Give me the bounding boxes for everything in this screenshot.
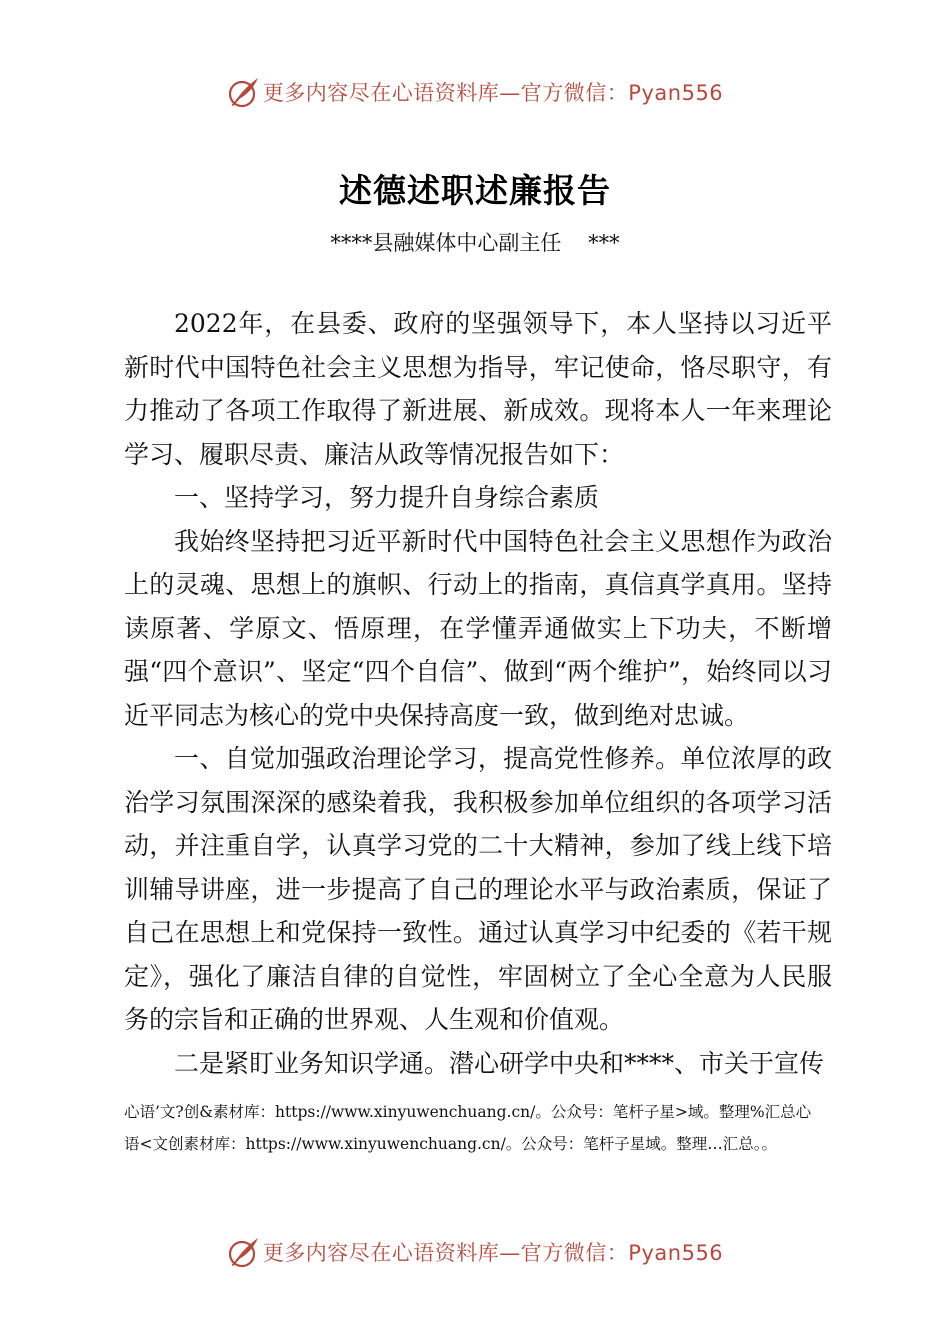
paragraph: 我始终坚持把习近平新时代中国特色社会主义思想作为政治上的灵魂、思想上的旗帜、行动上的指南，真信真学真用。坚持读原著、学原文、悟原理，在学懂弄通做实上下功夫，不断增强“四个意识”、坚定“四个自信”、做到“两个维护”，始终同以习近平同志为核心的党中央保持高度一致，做到绝对忠诚。 [124,526,832,730]
document-body [124,302,832,1085]
paragraph-intro: 2022年，在县委、政府的坚强领导下，本人坚持以习近平新时代中国特色社会主义思想为指导，牢记使命，恪尽职守，有力推动了各项工作取得了新进展、新成效。现将本人一年来理论学习、履职尽责、廉洁从政等情况报告如下： [124,309,832,469]
banner-text: 更多内容尽在心语资料库—官方微信：Pyan556 [262,1241,724,1265]
bottom-banner [0,1230,950,1274]
footer-line: 语<文创素材库：https://www.xinyuwenchuang.cn/。公众号：笔杆子星域。整理…汇总。。 [124,1135,778,1153]
quill-pen-logo-icon [227,75,261,109]
quill-pen-logo-icon [227,1235,261,1269]
document-title: 述德述职述廉报告 [339,171,611,210]
footer-note [124,1096,844,1160]
top-banner [0,70,950,114]
banner-text: 更多内容尽在心语资料库—官方微信：Pyan556 [262,81,724,105]
footer-line: 心语’文?创&素材库：https://www.xinyuwenchuang.cn/。公众号：笔杆子星>域。整理%汇总心 [124,1103,812,1121]
paragraph: 一、自觉加强政治理论学习，提高党性修养。单位浓厚的政治学习氛围深深的感染着我，我积极参加单位组织的各项学习活动，并注重自学，认真学习党的二十大精神，参加了线上线下培训辅导讲座，进一步提高了自己的理论水平与政治素质，保证了自己在思想上和党保持一致性。通过认真学习中纪委的《若干规定》，强化了廉洁自律的自觉性，牢固树立了全心全意为人民服务的宗旨和正确的世界观、人生观和价值观。 [124,744,832,1034]
paragraph: 二是紧盯业务知识学通。潜心研学中央和****、市关于宣传 [174,1048,825,1078]
section-heading: 一、坚持学习，努力提升自身综合素质 [174,483,600,512]
document-subtitle: ****县融媒体中心副主任 *** [330,231,620,255]
